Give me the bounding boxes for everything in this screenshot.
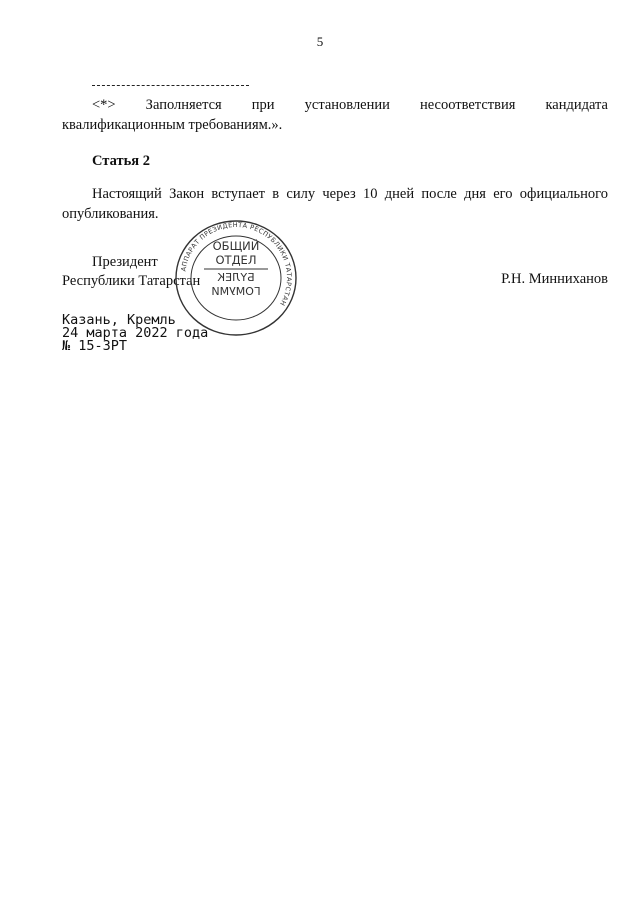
footnote-separator	[92, 85, 249, 86]
signatory-title-line-2: Республики Татарстан	[62, 273, 201, 289]
footnote	[62, 95, 608, 135]
stamp-text-mirrored-2: ГОМУМИ	[211, 285, 261, 298]
article-line-2: опубликования.	[62, 206, 159, 222]
stamp-text-mirrored-1: БҮЛЕК	[217, 271, 255, 284]
stamp-text-middle: ОТДЕЛ	[215, 253, 257, 267]
article-body	[62, 184, 608, 224]
stamp-ring-text: АППАРАТ ПРЕЗИДЕНТА РЕСПУБЛИКИ ТАТАРСТАН	[179, 220, 294, 308]
signatory-title-line-1: Президент	[92, 254, 158, 270]
page-number: 5	[316, 34, 324, 49]
footnote-line-1: <*> Заполняется при установлении несоответствия кандидата	[92, 97, 608, 113]
date: 24 марта 2022 года	[62, 325, 209, 341]
stamp-mirrored-group	[211, 271, 260, 298]
article-line-1: Настоящий Закон вступает в силу через 10 дней после дня его официального	[92, 186, 608, 202]
place-date-block	[62, 314, 208, 353]
place: Казань, Кремль	[62, 312, 176, 328]
law-number: № 15-ЗРТ	[62, 338, 128, 354]
article-heading: Статья 2	[92, 153, 150, 169]
signatory-name: Р.Н. Минниханов	[501, 271, 608, 287]
stamp-text-top: ОБЩИЙ	[212, 239, 260, 253]
footnote-line-2: квалификационным требованиям.».	[62, 117, 283, 133]
